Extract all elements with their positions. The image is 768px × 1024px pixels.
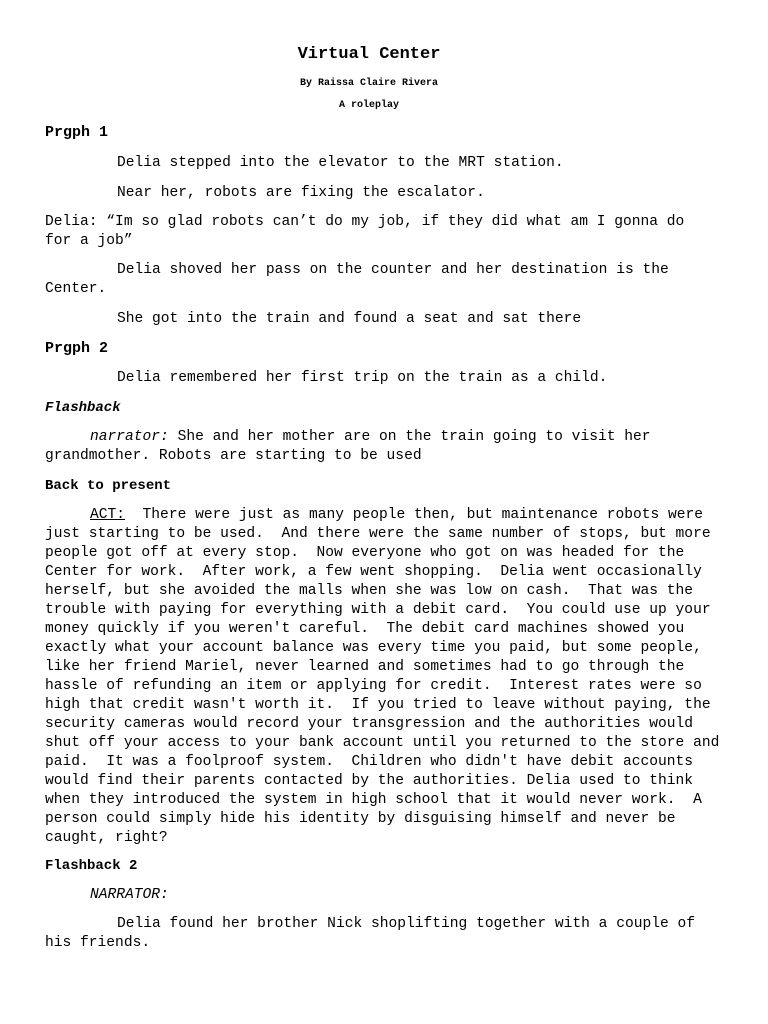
section-heading-flashback: Flashback (45, 400, 121, 416)
act-text: There were just as many people then, but maintenance robots were just starting to be used. And there were the same number of stops, but more people got off at every stop. Now everyone who got on was headed for the Center for work. After work, a few went shopping. Delia went occasionally herself, but she avoided the malls when she was low on cash. That was the trouble with paying for everything with a debit card. You could use up your money quickly if you weren't careful. The debit card machines showed you exactly what your account balance was every time you paid, but some people, like her friend Mariel, never learned and sometimes had to go through the hassle of refunding an item or applying for credit. Interest rates were so high that credit wasn't worth it. If you tried to leave without paying, the security cameras would record your transgression and the authorities would shut off your access to your bank account until you returned to the store and paid. It was a foolproof system. Children who didn't have debit accounts would find their parents contacted by the authorities. Delia used to think when they introduced the system in high school that it would never work. A person could simply hide his identity by disguising himself and never be caught, right? (45, 507, 729, 846)
paragraph-flashback-narrator (45, 428, 685, 466)
document-subtitle: A roleplay (338, 100, 399, 111)
paragraph-prgph1-line1: Delia stepped into the elevator to the MRT station. (117, 155, 564, 171)
document-byline: By Raissa Claire Rivera (299, 78, 439, 89)
paragraph-flashback2-line1: Delia found her brother Nick shoplifting together with a couple of his friends. (45, 916, 704, 951)
paragraph-prgph2-line1: Delia remembered her first trip on the train as a child. (117, 370, 608, 386)
paragraph-prgph1-line3: Delia shoved her pass on the counter and her destination is the Center. (45, 262, 678, 297)
section-heading-prgph2: Prgph 2 (45, 340, 109, 357)
section-heading-prgph1: Prgph 1 (45, 124, 109, 141)
paragraph-act (45, 506, 729, 848)
document-title: Virtual Center (297, 45, 441, 64)
flashback2-narrator-label: NARRATOR: (90, 887, 169, 903)
paragraph-prgph1-dialogue: Delia: “Im so glad robots can’t do my job, if they did what am I gonna do for a job” (45, 214, 694, 249)
paragraph-prgph1-line4: She got into the train and found a seat and sat there (117, 311, 582, 327)
narrator-label: narrator: (90, 429, 169, 445)
section-heading-back-to-present: Back to present (45, 478, 172, 494)
section-heading-flashback2: Flashback 2 (45, 858, 138, 874)
act-label: ACT: (90, 507, 126, 523)
narrator-text: She and her mother are on the train going to visit her grandmother. Robots are starting to be used (45, 429, 660, 464)
paragraph-prgph1-line2: Near her, robots are fixing the escalator. (117, 185, 485, 201)
